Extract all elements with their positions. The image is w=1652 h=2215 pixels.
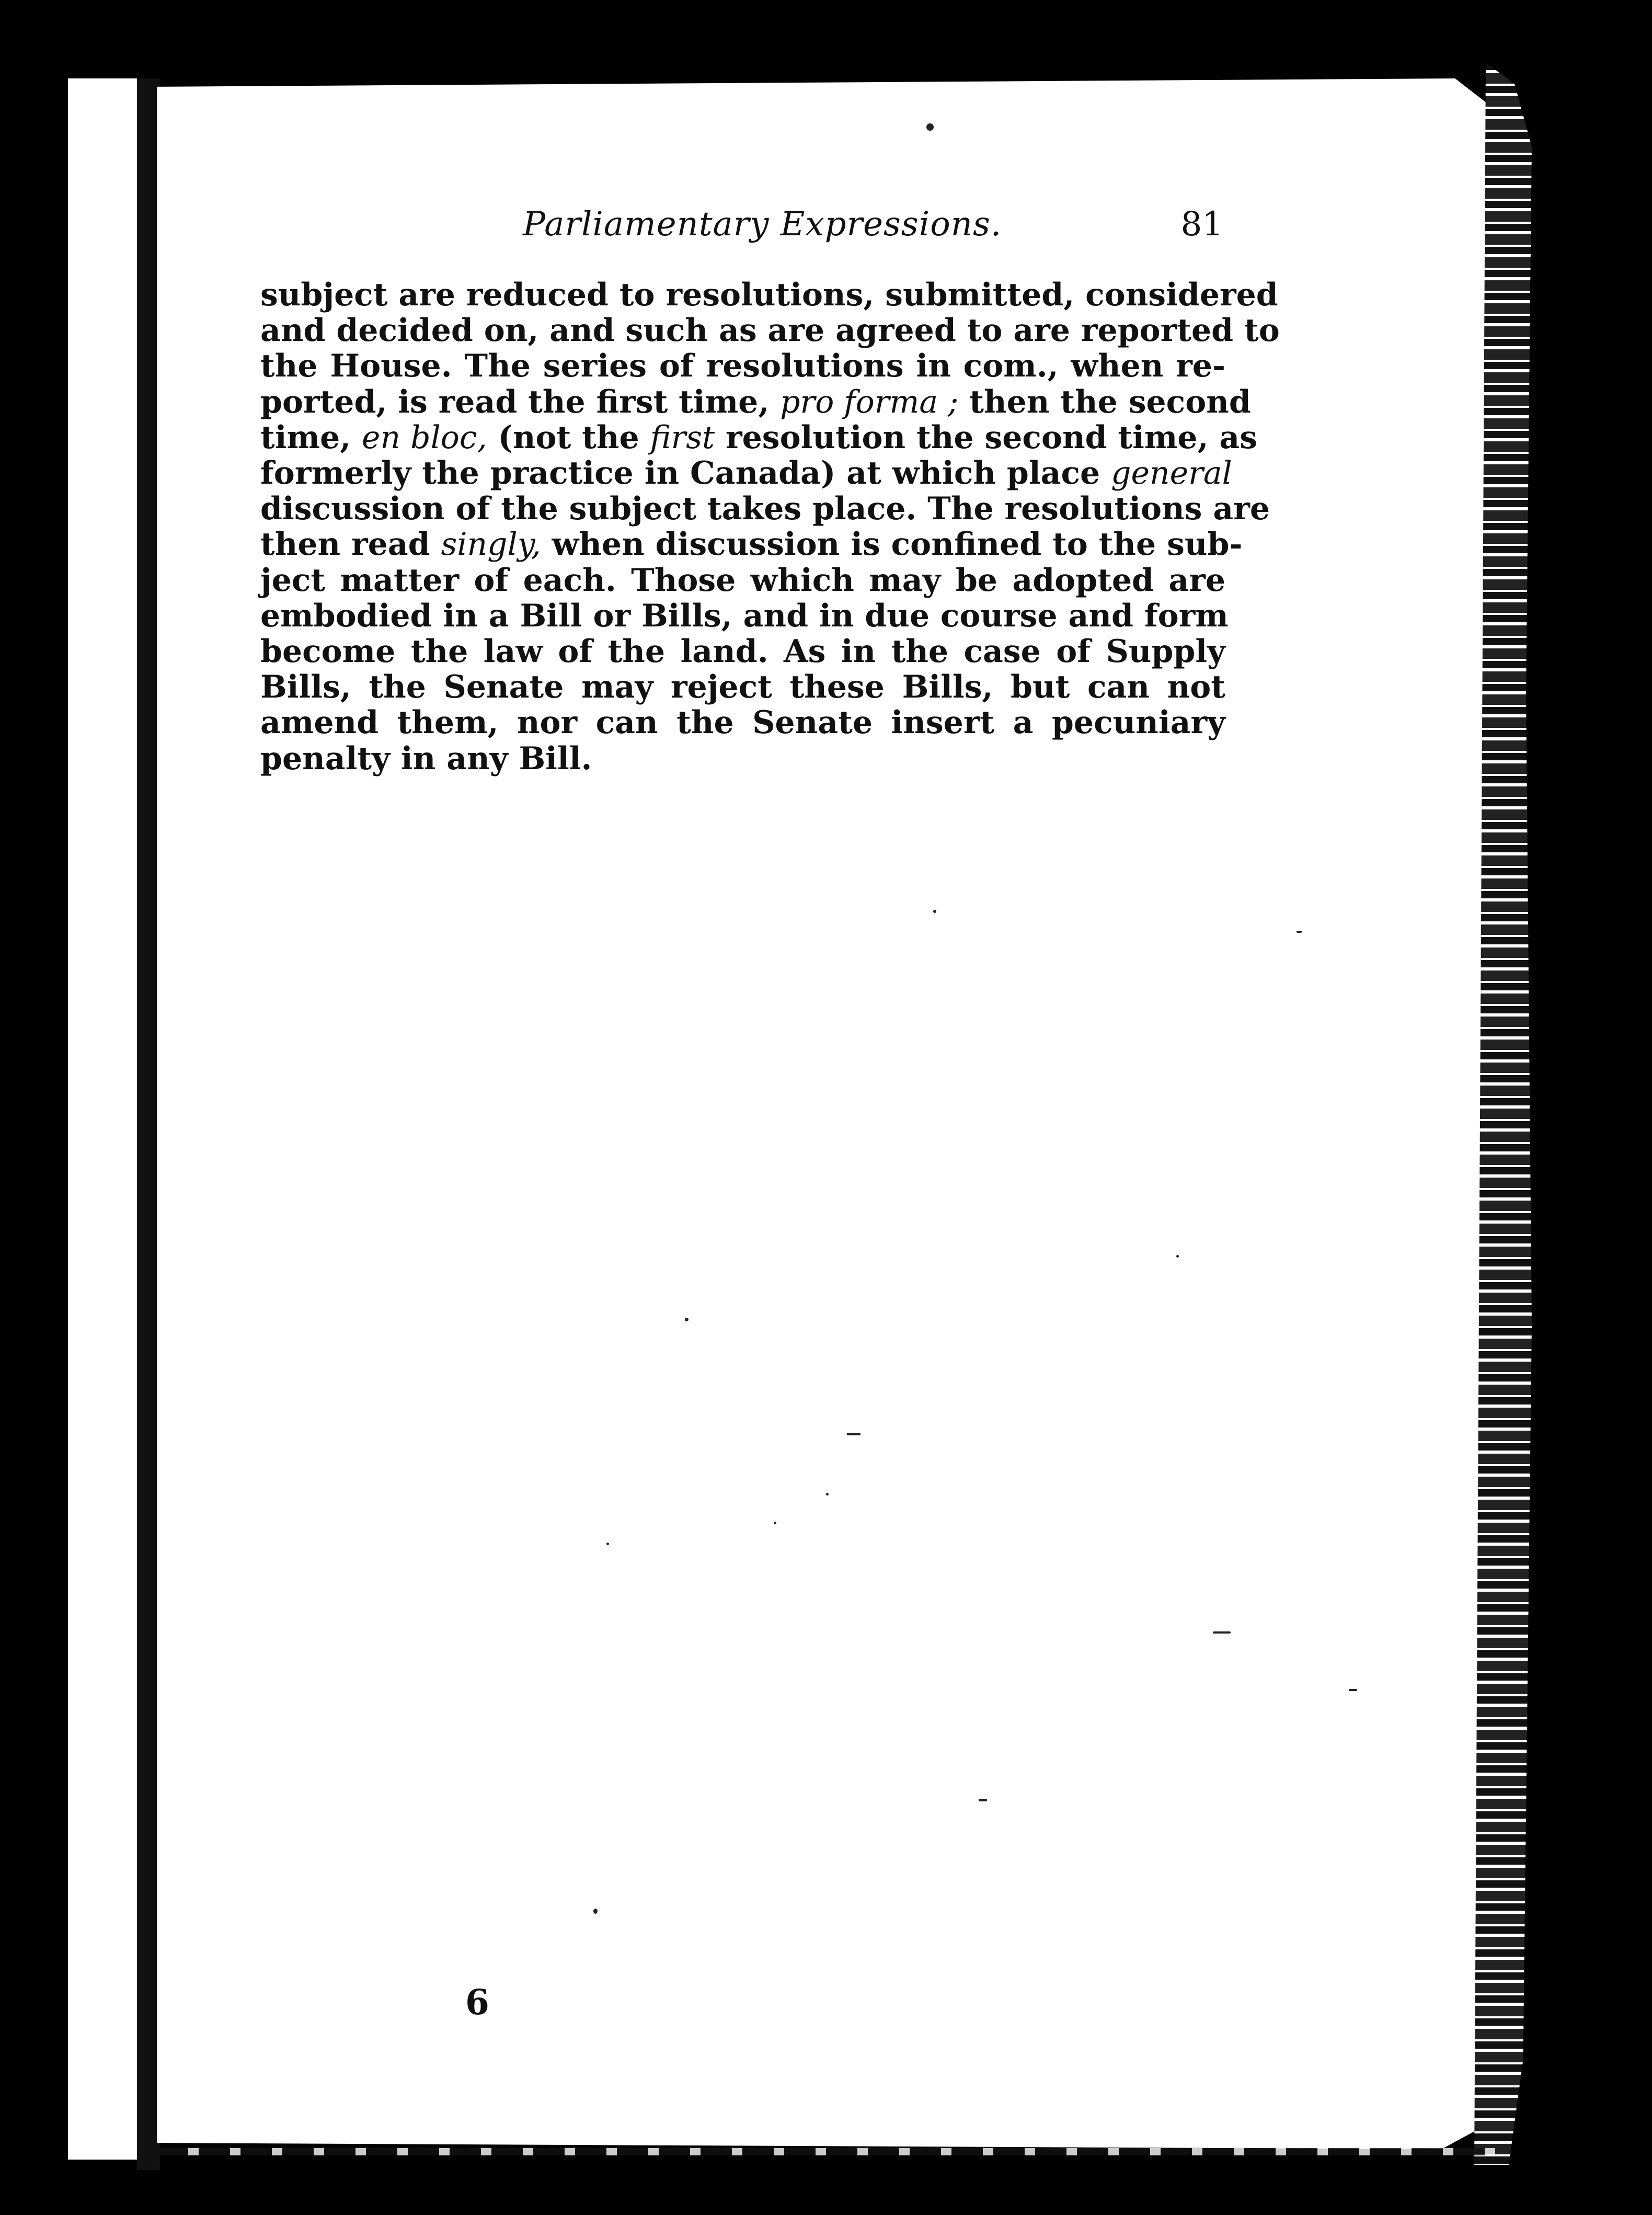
dust-speck <box>1213 1631 1231 1634</box>
dust-speck <box>979 1799 987 1801</box>
dust-speck <box>847 1433 861 1435</box>
text-line <box>260 526 1243 563</box>
text-line: Bills, the Senate may reject these Bills, but can not <box>260 669 1225 706</box>
italic-term: pro forma ; <box>780 383 959 420</box>
text-line: penalty in any Bill. <box>260 740 592 777</box>
text-line: discussion of the subject takes place. The resolutions are <box>260 490 1270 528</box>
text-run: when discussion is confined to the sub- <box>541 526 1243 563</box>
text-line: and decided on, and such as are agreed to are reported to <box>260 312 1280 349</box>
body-text <box>260 277 1280 777</box>
text-run: then the second <box>958 383 1251 420</box>
text-line: become the law of the land. As in the case of Supply <box>260 633 1225 670</box>
dust-speck <box>933 910 936 913</box>
text-line <box>260 455 1232 492</box>
bottom-page-edge <box>157 2148 1495 2155</box>
text-line: subject are reduced to resolutions, submitted, considered <box>260 277 1278 313</box>
text-line: amend them, nor can the Senate insert a pecuniary <box>260 704 1225 741</box>
italic-term: singly, <box>441 526 541 563</box>
running-title: Parliamentary Expressions. <box>523 205 1002 244</box>
dust-speck <box>1349 1689 1357 1691</box>
page-number: 81 <box>1180 205 1223 244</box>
dust-speck <box>685 1318 689 1321</box>
dust-speck <box>774 1522 776 1524</box>
italic-term: first <box>650 419 715 456</box>
italic-term: general <box>1111 455 1232 492</box>
signature-mark: 6 <box>465 1982 489 2023</box>
dust-speck <box>1176 1255 1179 1258</box>
book-spine-shadow <box>137 78 160 2170</box>
text-run: resolution the second time, as <box>715 419 1258 456</box>
left-page-edge <box>68 78 84 2160</box>
text-line: the House. The series of resolutions in com., when re- <box>260 348 1225 385</box>
text-line: ject matter of each. Those which may be adopted are <box>260 562 1225 599</box>
text-run: formerly the practice in Canada) at which place <box>260 455 1111 492</box>
text-run: then read <box>260 526 441 563</box>
text-line <box>260 419 1258 456</box>
running-head <box>261 205 1223 257</box>
italic-term: en bloc, <box>361 419 487 456</box>
dust-speck <box>1297 931 1302 933</box>
text-line: embodied in a Bill or Bills, and in due course and form <box>260 597 1229 634</box>
text-run: time, <box>260 419 362 456</box>
dust-speck <box>593 1909 598 1914</box>
dust-speck <box>606 1543 609 1545</box>
text-line <box>260 383 1251 420</box>
text-run: ported, is read the first time, <box>260 383 781 420</box>
text-run: (not the <box>487 419 650 456</box>
dust-speck <box>926 123 934 131</box>
dust-speck <box>826 1493 829 1495</box>
